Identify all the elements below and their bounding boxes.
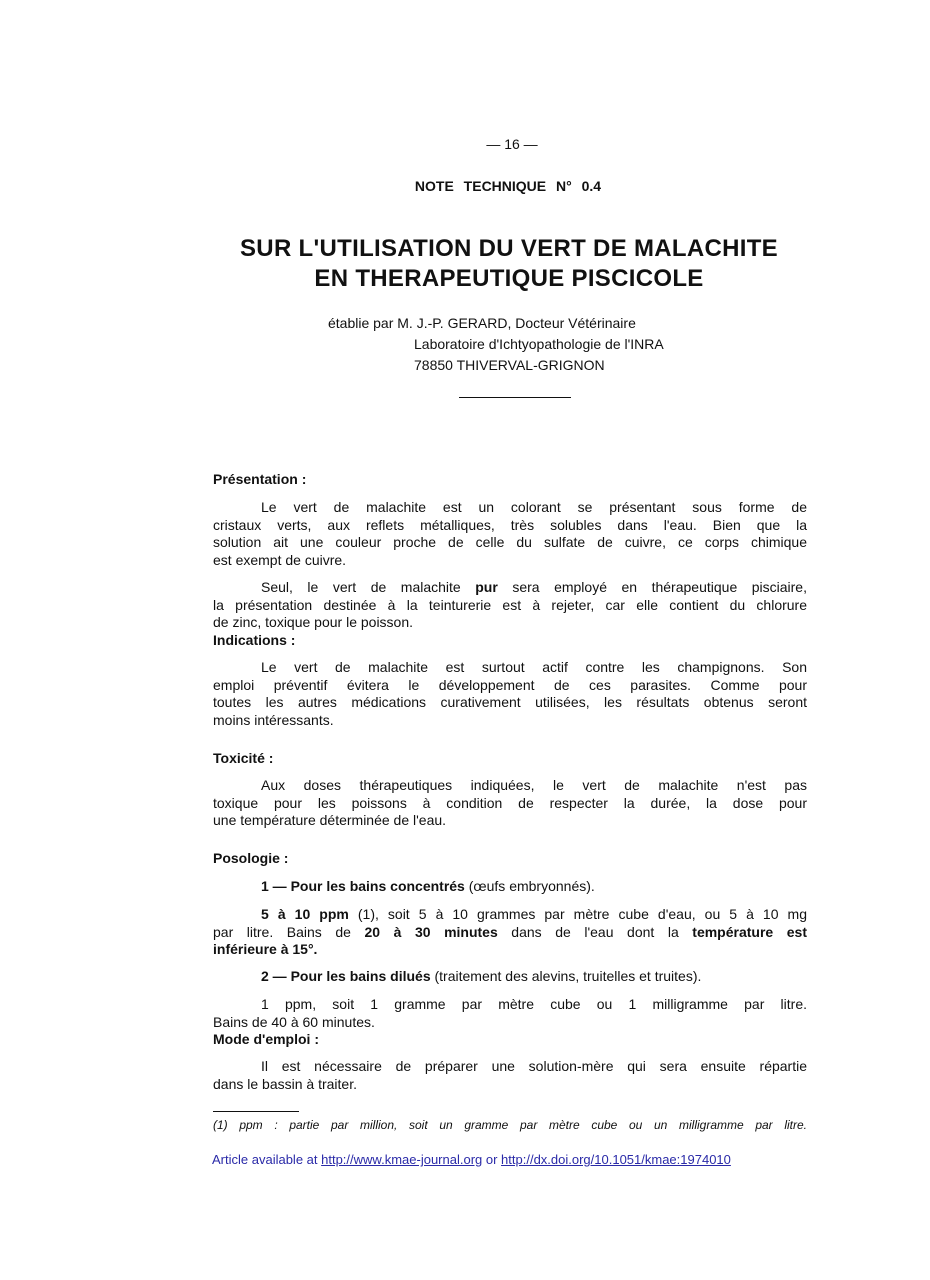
indications-heading: Indications : <box>213 632 296 648</box>
text-line: 5 à 10 ppm (1), soit 5 à 10 grammes par mètre cube d'eau, ou 5 à 10 mg <box>261 906 807 922</box>
posologie-item-1-detail <box>213 906 807 959</box>
text-line: 2 — Pour les bains dilués (traitement des alevins, truitelles et truites). <box>261 968 702 984</box>
mode-emploi-heading: Mode d'emploi : <box>213 1031 319 1047</box>
title-line-2: EN THERAPEUTIQUE PISCICOLE <box>314 265 704 292</box>
text-line: emploi préventif évitera le développement de ces parasites. Comme pour <box>213 676 807 693</box>
text-line: Seul, le vert de malachite pur sera employé en thérapeutique pisciaire, <box>261 579 807 595</box>
posologie-item-2-detail <box>213 996 807 1031</box>
text-line: Le vert de malachite est un colorant se présentant sous forme de <box>261 499 807 515</box>
text-line: 1 ppm, soit 1 gramme par mètre cube ou 1 milligramme par litre. <box>261 996 807 1012</box>
text-line: cristaux verts, aux reflets métalliques, très solubles dans l'eau. Bien que la <box>213 516 807 533</box>
text-line: est exempt de cuivre. <box>213 551 347 568</box>
article-availability <box>212 1152 731 1167</box>
text-line: 1 — Pour les bains concentrés (œufs embryonnés). <box>261 878 595 894</box>
text-line: Le vert de malachite est surtout actif contre les champignons. Son <box>261 659 807 675</box>
article-middle: or <box>482 1152 502 1167</box>
presentation-heading: Présentation : <box>213 471 307 487</box>
author-block <box>328 313 664 376</box>
toxicite-heading: Toxicité : <box>213 750 274 766</box>
posologie-heading: Posologie : <box>213 850 289 866</box>
footnote: (1) ppm : partie par million, soit un gramme par mètre cube ou un milligramme par litre. <box>213 1118 807 1132</box>
text-line: une température déterminée de l'eau. <box>213 812 447 828</box>
text-line: Il est nécessaire de préparer une solution-mère qui sera ensuite répartie <box>261 1058 807 1074</box>
text-line: dans le bassin à traiter. <box>213 1075 357 1092</box>
presentation-paragraph-1 <box>213 499 807 569</box>
toxicite-paragraph <box>213 777 807 830</box>
text-line: la présentation destinée à la teinturerie est à rejeter, car elle contient du chlorure <box>213 596 807 613</box>
text-line: moins intéressants. <box>213 711 334 728</box>
separator-rule <box>459 397 571 398</box>
note-technique-label: NOTE TECHNIQUE N° 0.4 <box>414 178 602 194</box>
posologie-item-2 <box>213 968 807 986</box>
article-prefix: Article available at <box>212 1152 322 1167</box>
text-line: toxique pour les poissons à condition de respecter la durée, la dose pour <box>213 794 807 811</box>
doi-link[interactable]: http://dx.doi.org/10.1051/kmae:1974010 <box>501 1152 731 1167</box>
text-line: par litre. Bains de 20 à 30 minutes dans de l'eau dont la température est <box>213 923 807 940</box>
author-line-2: Laboratoire d'Ichtyopathologie de l'INRA <box>414 336 664 352</box>
indications-paragraph <box>213 659 807 729</box>
text-line: toutes les autres médications curativement utilisées, les résultats obtenus seront <box>213 694 807 710</box>
journal-link[interactable]: http://www.kmae-journal.org <box>321 1152 483 1167</box>
mode-emploi-paragraph <box>213 1058 807 1093</box>
author-line-1: établie par M. J.-P. GERARD, Docteur Vétérinaire <box>328 315 636 331</box>
text-line: Aux doses thérapeutiques indiquées, le vert de malachite n'est pas <box>261 777 807 793</box>
presentation-paragraph-2 <box>213 579 807 632</box>
document-title <box>0 234 930 294</box>
text-line: de zinc, toxique pour le poisson. <box>213 614 414 630</box>
title-line-1: SUR L'UTILISATION DU VERT DE MALACHITE <box>240 235 778 262</box>
page-number: — 16 — <box>486 136 538 152</box>
text-line: solution ait une couleur proche de celle du sulfate de cuivre, ce corps chimique <box>213 534 807 550</box>
text-line: inférieure à 15°. <box>213 941 318 957</box>
footnote-rule <box>213 1111 299 1112</box>
text-line: Bains de 40 à 60 minutes. <box>213 1013 375 1030</box>
posologie-item-1 <box>213 878 807 896</box>
author-line-3: 78850 THIVERVAL-GRIGNON <box>414 357 605 373</box>
